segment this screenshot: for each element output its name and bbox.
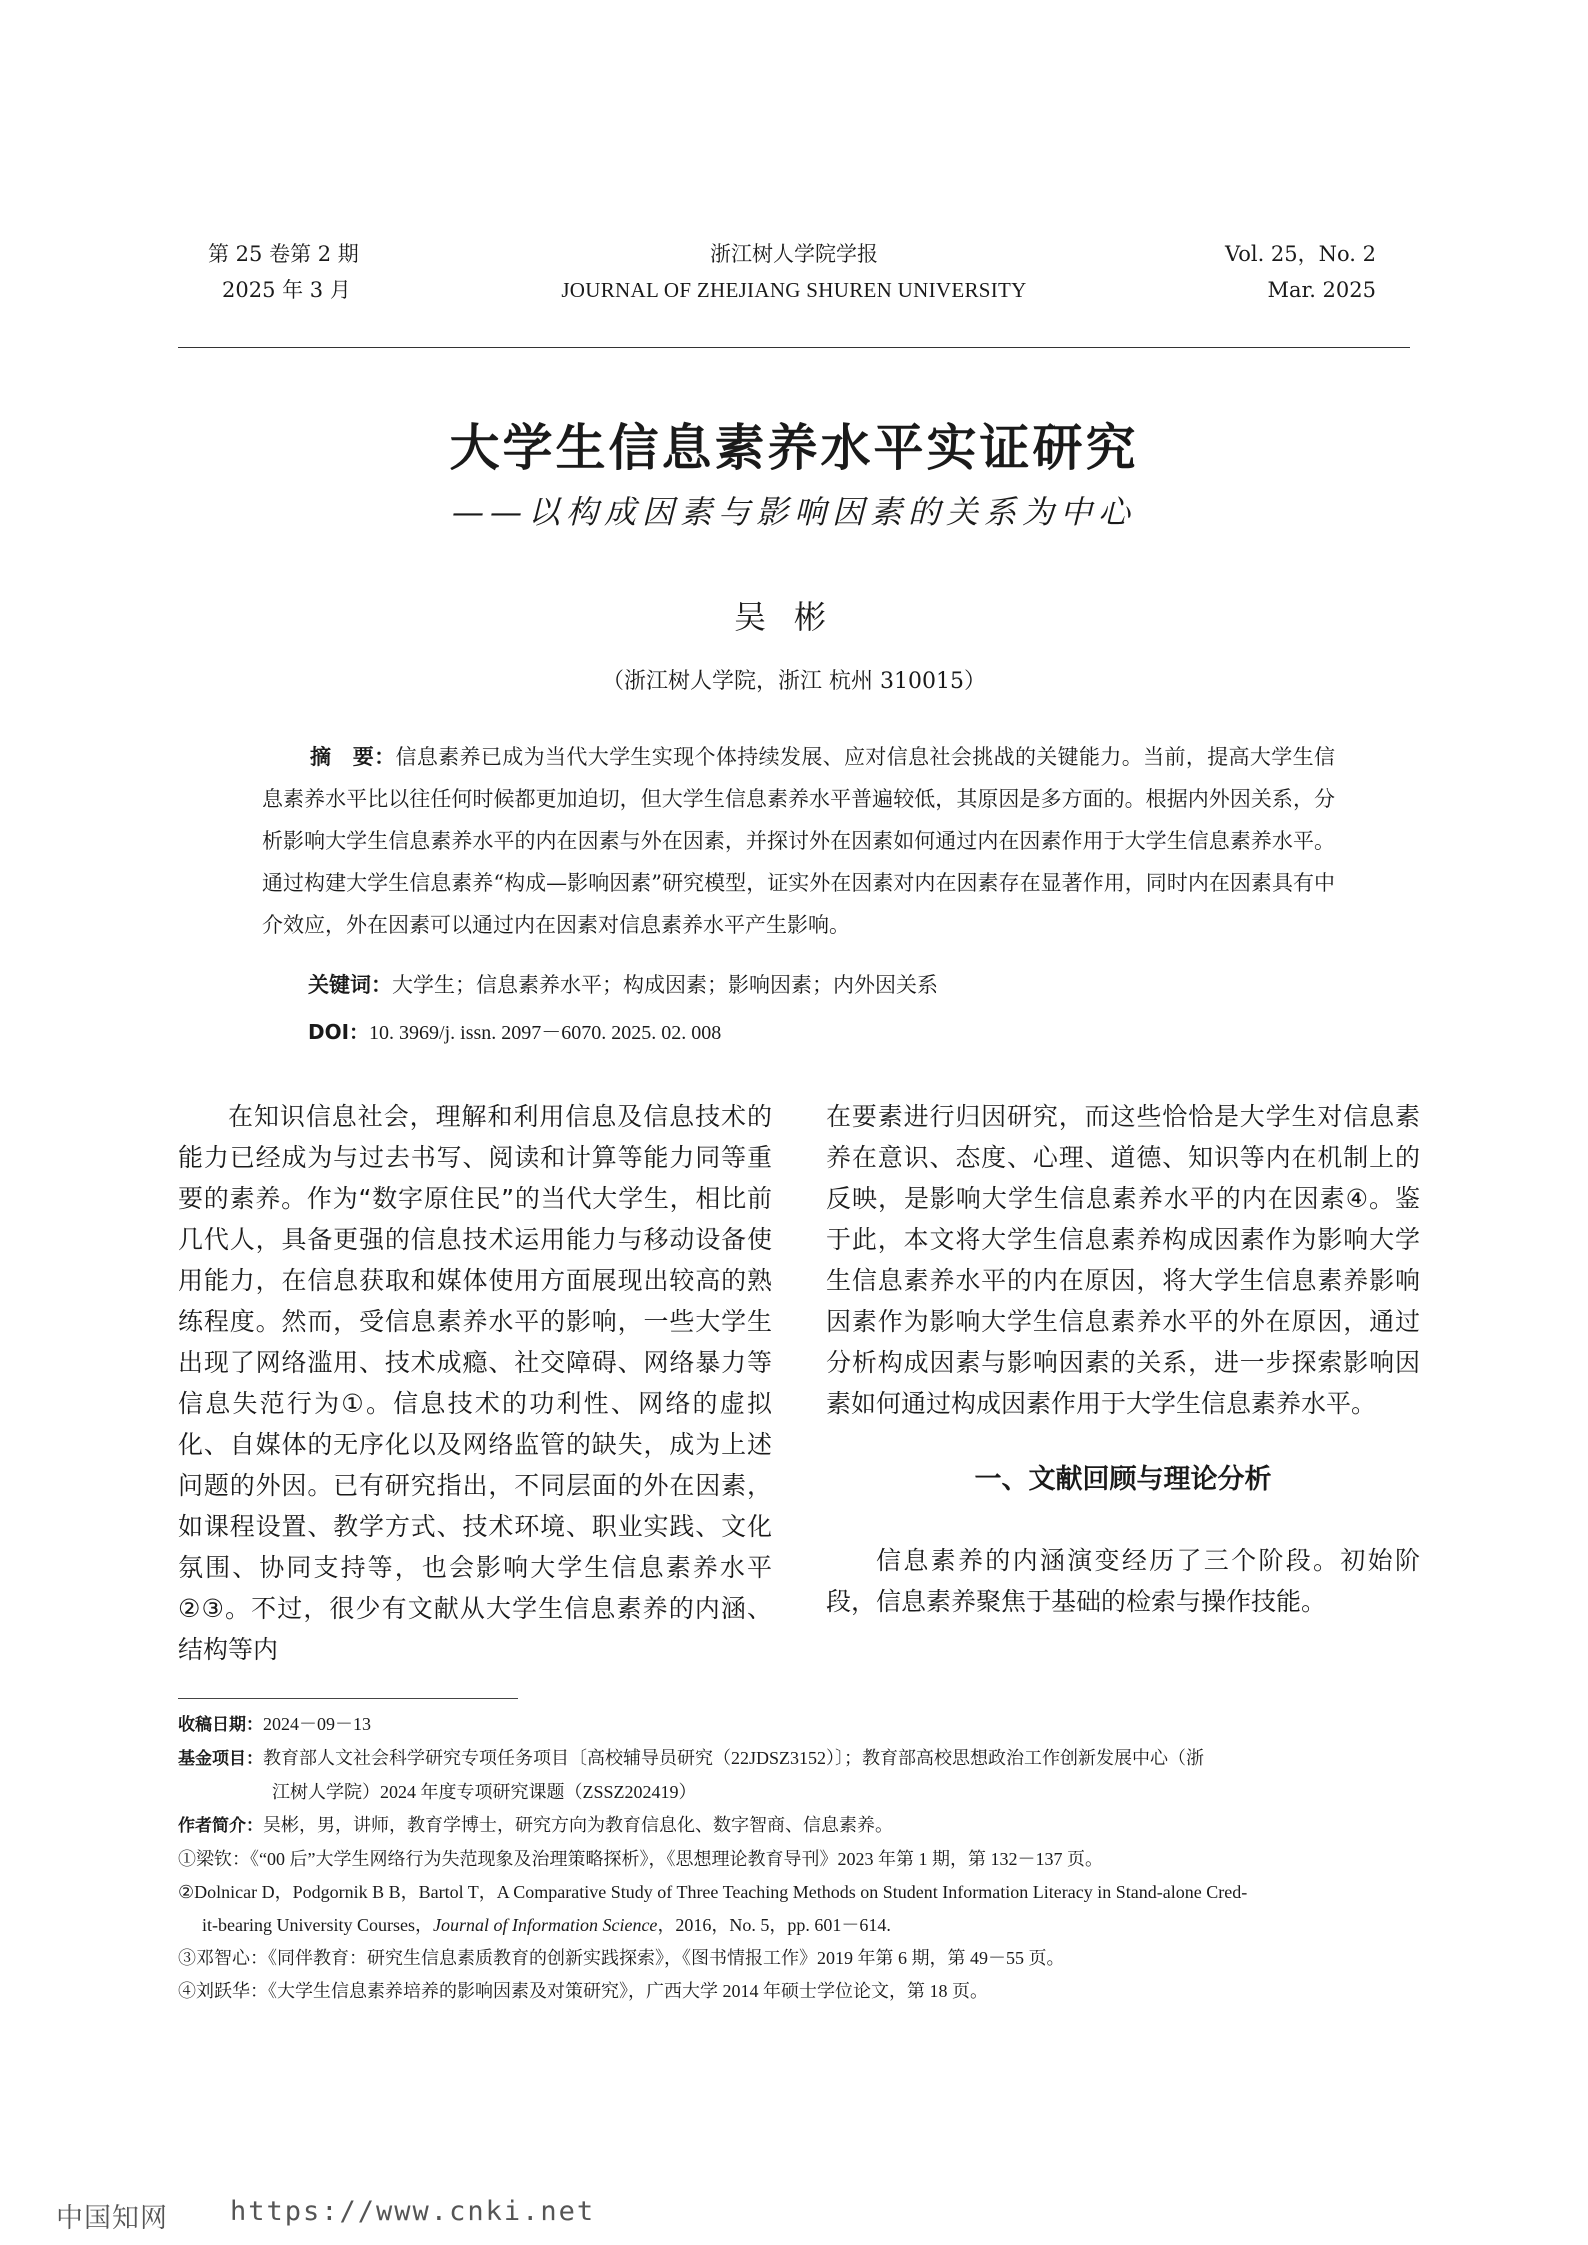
body-paragraph: 信息素养的内涵演变经历了三个阶段。初始阶段，信息素养聚焦于基础的检索与操作技能。 bbox=[826, 1546, 1420, 1616]
publication-date: 2025 年 3 月 bbox=[222, 278, 351, 302]
section-heading: 一、文献回顾与理论分析 bbox=[974, 1464, 1272, 1495]
journal-name-en: JOURNAL OF ZHEJIANG SHUREN UNIVERSITY bbox=[561, 278, 1027, 302]
volume-issue-en: Vol. 25，No. 2 bbox=[1224, 242, 1376, 266]
body-paragraph: 在要素进行归因研究，而这些恰恰是大学生对信息素养在意识、态度、心理、道德、知识等内在机制上的反映，是影响大学生信息素养水平的内在因素④。鉴于此，本文将大学生信息素养构成因素作为影响大学生信息素养水平的内在原因，将大学生信息素养影响因素作为影响大学生信息素养水平的外在原因，通过分析构成因素与影响因素的关系，进一步探索影响因素如何通过构成因素作用于大学生信息素养水平。 bbox=[826, 1102, 1420, 1418]
issue-info-en bbox=[1225, 236, 1376, 308]
reference-4: ④刘跃华：《大学生信息素养培养的影响因素及对策研究》，广西大学 2014 年硕士学位论文，第 18 页。 bbox=[178, 1981, 988, 2001]
keywords-text: 大学生；信息素养水平；构成因素；影响因素；内外因关系 bbox=[392, 973, 938, 997]
body-column-left bbox=[178, 1096, 772, 1670]
reference-2-cont bbox=[178, 1909, 1410, 1942]
footnotes bbox=[178, 1708, 1410, 2008]
reference-3: ③邓智心：《同伴教育：研究生信息素质教育的创新实践探索》，《图书情报工作》2019 年第 6 期，第 49－55 页。 bbox=[178, 1948, 1065, 1968]
body-column-right bbox=[826, 1096, 1420, 1622]
fund-label: 基金项目： bbox=[178, 1749, 263, 1769]
journal-name-cn: 浙江树人学院学报 bbox=[710, 242, 878, 266]
author-bio-value: 吴彬，男，讲师，教育学博士，研究方向为教育信息化、数字智商、信息素养。 bbox=[263, 1815, 893, 1835]
abstract-text: 信息素养已成为当代大学生实现个体持续发展、应对信息社会挑战的关键能力。当前，提高大学生信息素养水平比以往任何时候都更加迫切，但大学生信息素养水平普遍较低，其原因是多方面的。根据内外因关系，分析影响大学生信息素养水平的内在因素与外在因素，并探讨外在因素如何通过内在因素作用于大学生信息素养水平。通过构建大学生信息素养“构成—影响因素”研究模型，证实外在因素对内在因素存在显著作用，同时内在因素具有中介效应，外在因素可以通过内在因素对信息素养水平产生影响。 bbox=[262, 745, 1336, 937]
abstract-label: 摘 要： bbox=[310, 745, 396, 769]
reference-1: ①梁钦：《“00 后”大学生网络行为失范现象及治理策略探析》，《思想理论教育导刊》2023 年第 1 期，第 132－137 页。 bbox=[178, 1849, 1103, 1869]
author-affiliation: （浙江树人学院，浙江 杭州 310015） bbox=[602, 669, 986, 694]
received-label: 收稿日期： bbox=[178, 1715, 263, 1735]
reference-2: ②Dolnicar D，Podgornik B B，Bartol T，A Comparative Study of Three Teaching Methods on Student Information Literacy in Stand-alone Cred- bbox=[178, 1882, 1248, 1902]
footnote-rule bbox=[178, 1698, 518, 1699]
journal-name bbox=[500, 236, 1088, 308]
reference-2-cont-b: ，2016，No. 5，pp. 601－614. bbox=[657, 1915, 891, 1935]
issue-info bbox=[208, 236, 359, 308]
body-paragraph: 在知识信息社会，理解和利用信息及信息技术的能力已经成为与过去书写、阅读和计算等能力同等重要的素养。作为“数字原住民”的当代大学生，相比前几代人，具备更强的信息技术运用能力与移动设备使用能力，在信息获取和媒体使用方面展现出较高的熟练程度。然而，受信息素养水平的影响，一些大学生出现了网络滥用、技术成瘾、社交障碍、网络暴力等信息失范行为①。信息技术的功利性、网络的虚拟化、自媒体的无序化以及网络监管的缺失，成为上述问题的外因。已有研究指出，不同层面的外在因素，如课程设置、教学方式、技术环境、职业实践、文化氛围、协同支持等，也会影响大学生信息素养水平②③。不过，很少有文献从大学生信息素养的内涵、结构等内 bbox=[178, 1102, 772, 1664]
keywords bbox=[308, 970, 1338, 1000]
author-bio-label: 作者简介： bbox=[178, 1816, 263, 1836]
publication-date-en: Mar. 2025 bbox=[1267, 278, 1376, 302]
doi-text: 10. 3969/j. issn. 2097－6070. 2025. 02. 008 bbox=[369, 1022, 722, 1044]
reference-2-cont-a: it-bearing University Courses， bbox=[202, 1915, 433, 1935]
fund-value: 教育部人文社会科学研究专项任务项目〔高校辅导员研究（22JDSZ3152）〕；教育部高校思想政治工作创新发展中心（浙 bbox=[263, 1748, 1205, 1768]
volume-issue: 第 25 卷第 2 期 bbox=[208, 242, 359, 266]
article-title: 大学生信息素养水平实证研究 bbox=[449, 418, 1139, 477]
author-name: 吴彬 bbox=[733, 598, 854, 636]
fund-info-cont: 江树人学院）2024 年度专项研究课题（ZSSZ202419） bbox=[272, 1782, 697, 1802]
abstract bbox=[262, 736, 1335, 946]
fund-info bbox=[178, 1742, 1410, 1776]
cnki-watermark-brand: 中国知网 bbox=[56, 2203, 168, 2234]
cnki-watermark-url[interactable]: https://www.cnki.net bbox=[230, 2196, 596, 2227]
article-subtitle: ——以构成因素与影响因素的关系为中心 bbox=[451, 493, 1136, 531]
received-value: 2024－09－13 bbox=[263, 1714, 371, 1734]
reference-2-journal: Journal of Information Science bbox=[432, 1915, 658, 1935]
author-bio bbox=[178, 1809, 1410, 1843]
doi bbox=[308, 1016, 1338, 1045]
header-rule bbox=[178, 347, 1410, 348]
doi-label: DOI： bbox=[308, 1020, 370, 1044]
keywords-label: 关键词： bbox=[308, 973, 392, 997]
received-date bbox=[178, 1708, 1410, 1742]
